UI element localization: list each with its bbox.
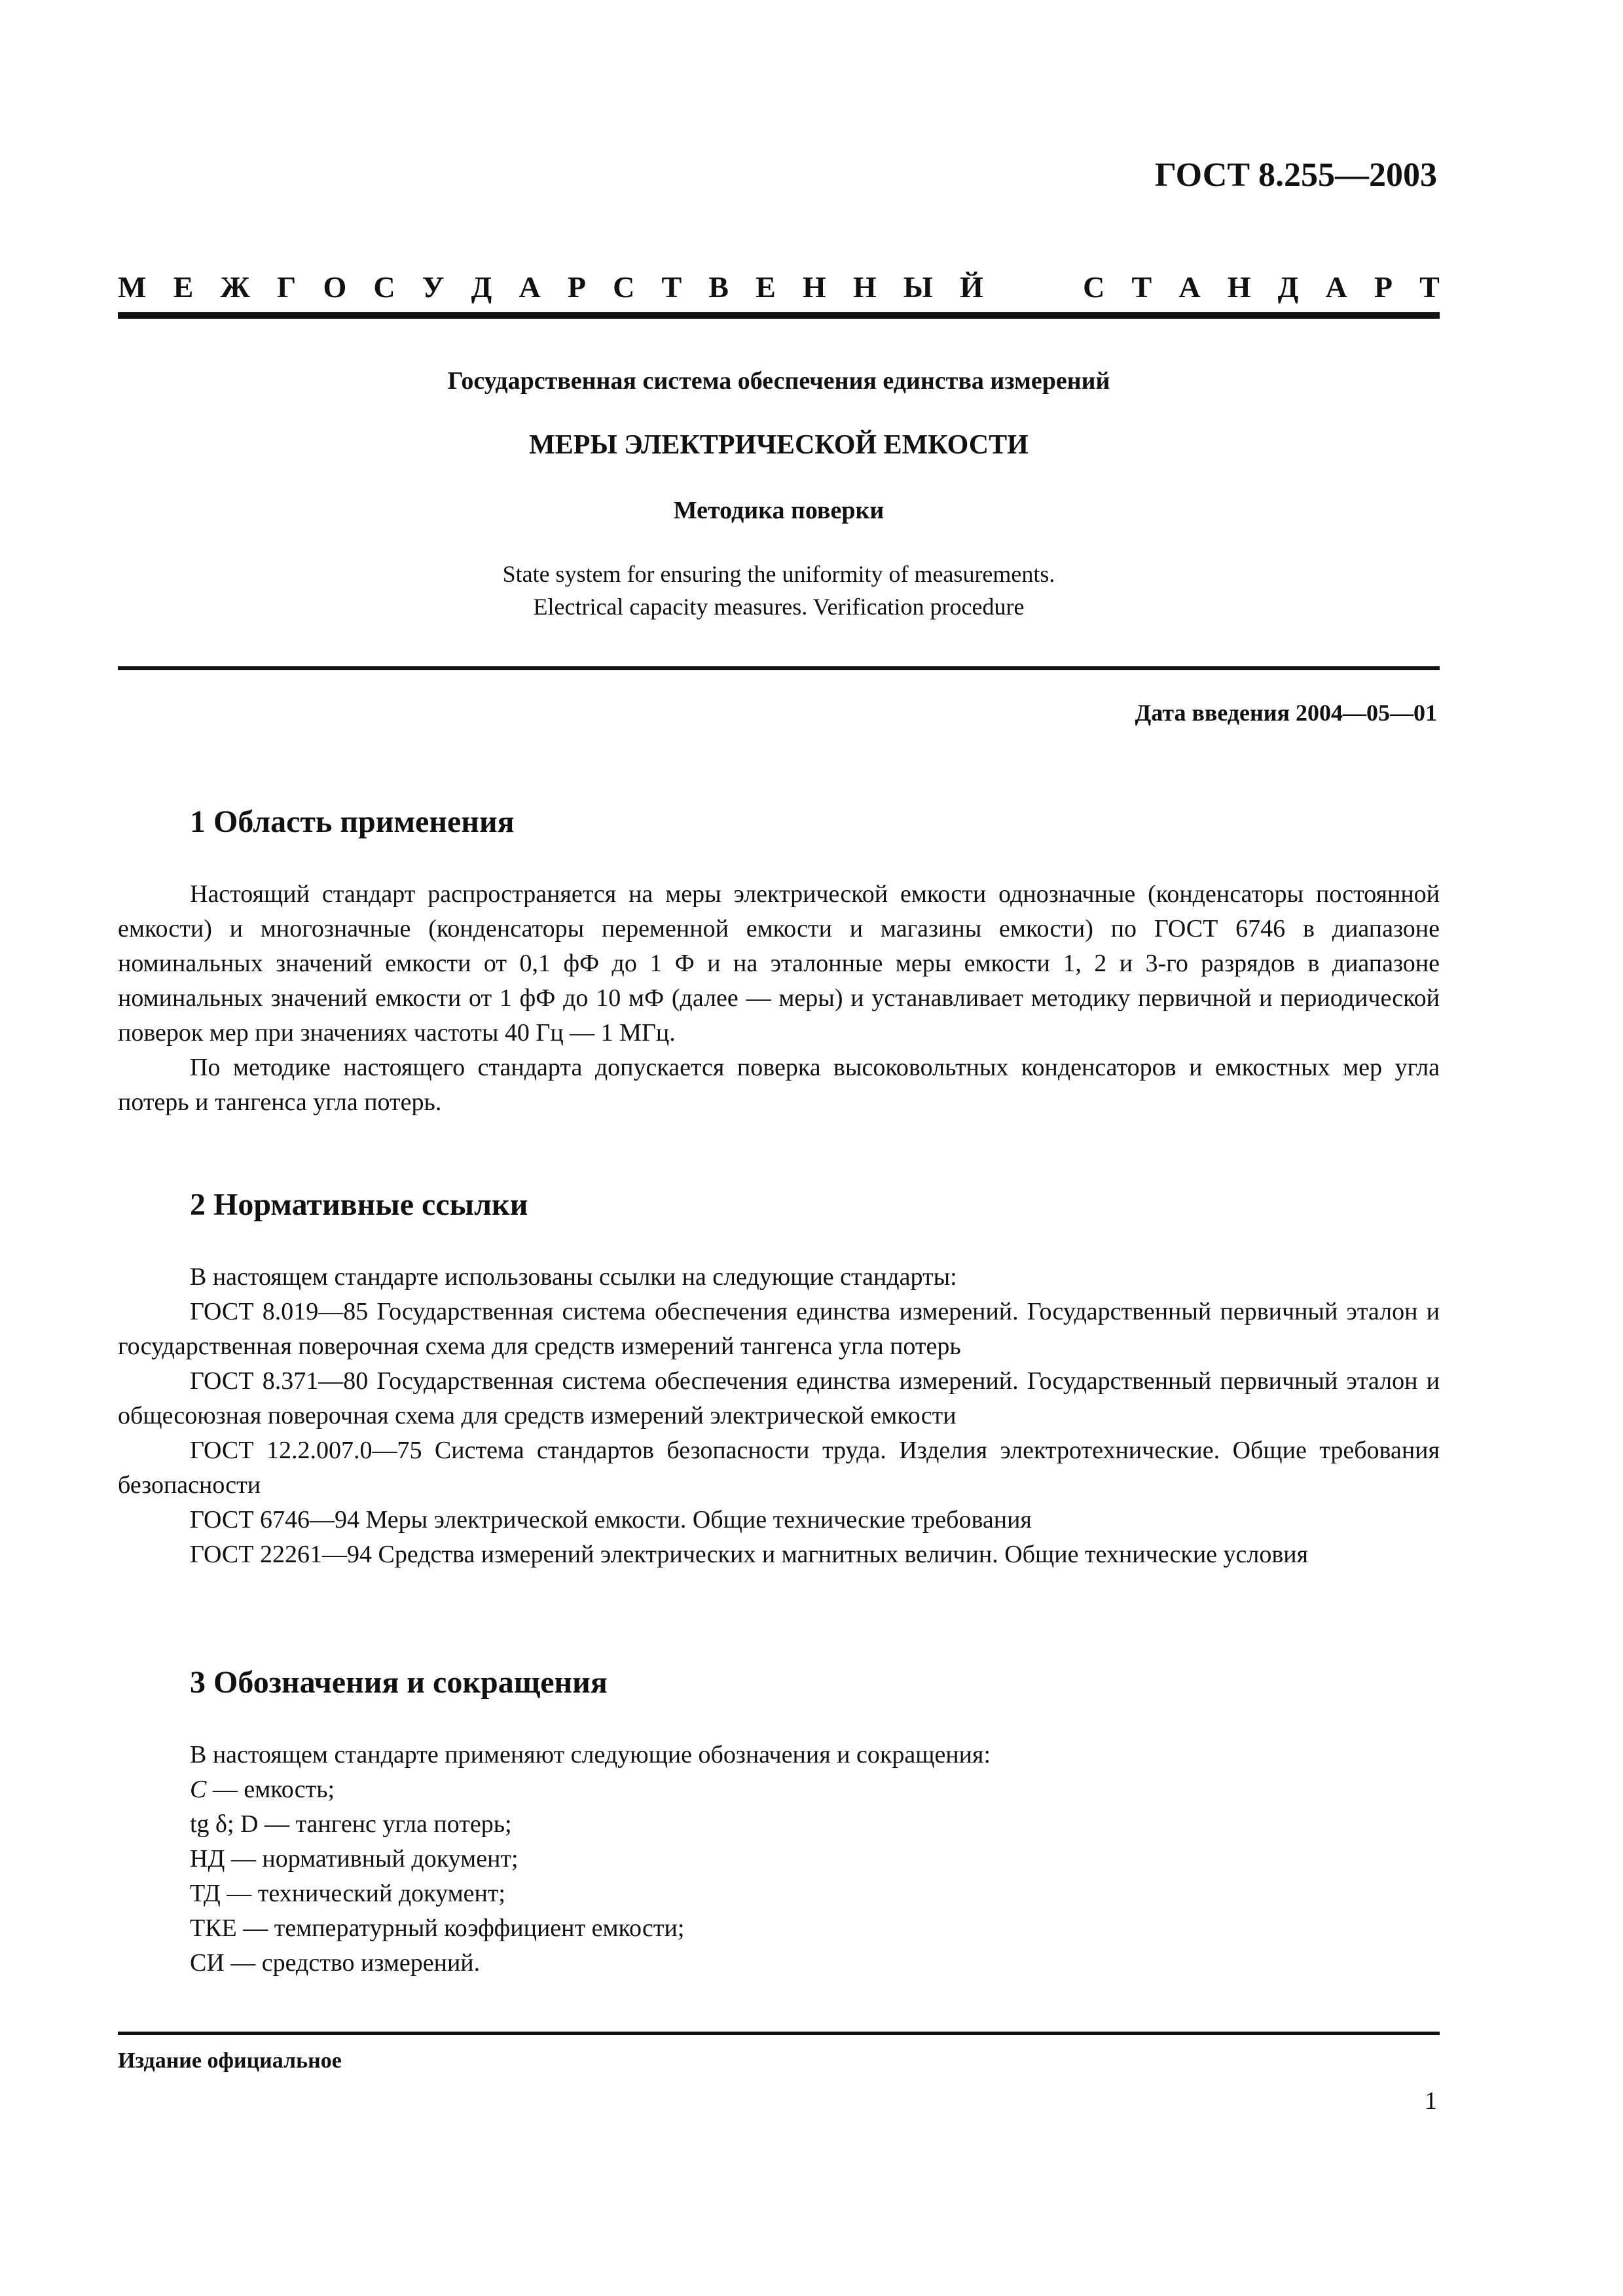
abbreviation-definition: — средство измерений. — [224, 1949, 481, 1977]
abbreviation-symbol: tg δ; D — [190, 1810, 259, 1838]
introduction-date: Дата введения 2004—05—01 — [1135, 700, 1437, 726]
banner-letter: Т — [661, 270, 682, 304]
paragraph: В настоящем стандарте применяют следующие обозначения и сокращения: — [190, 1741, 991, 1768]
banner-letter: Е — [756, 270, 776, 304]
banner-letter: Г — [277, 270, 297, 304]
header-rule — [118, 312, 1440, 319]
banner-letter: М — [118, 270, 147, 304]
banner-letter: А — [1178, 270, 1201, 304]
banner-letter: Р — [567, 270, 586, 304]
english-title — [118, 558, 1440, 623]
reference-item: ГОСТ 8.019—85 Государственная система обеспечения единства измерений. Государственный первичный эталон и государственная поверочная схема для средств измерений тангенса угла потерь — [118, 1298, 1440, 1360]
interstate-standard-banner — [118, 270, 1440, 304]
banner-letter: Н — [1227, 270, 1251, 304]
banner-letter: Н — [852, 270, 877, 304]
banner-letter: В — [708, 270, 729, 304]
banner-letter: Е — [173, 270, 194, 304]
banner-letter: Р — [1374, 270, 1393, 304]
banner-letter: У — [422, 270, 445, 304]
section-references-body — [118, 1260, 1440, 1572]
banner-letter: А — [1325, 270, 1347, 304]
document-subtitle: Методика поверки — [673, 497, 884, 524]
banner-letter: Т — [1131, 270, 1152, 304]
banner-letter: С — [373, 270, 395, 304]
banner-gap — [1010, 270, 1056, 304]
abbreviation-item — [118, 1946, 1440, 1981]
abbreviation-definition: — температурный коэффициент емкости; — [236, 1914, 685, 1942]
abbreviation-symbol: ТКЕ — [190, 1914, 237, 1942]
banner-letter: Й — [960, 270, 983, 304]
edition-label: Издание официальное — [118, 2049, 342, 2073]
abbreviation-definition: — тангенс угла потерь; — [258, 1810, 512, 1838]
abbreviation-definition: — технический документ; — [220, 1880, 505, 1907]
section-scope-body — [118, 877, 1440, 1120]
abbreviation-definition: — емкость; — [206, 1776, 335, 1803]
paragraph: Настоящий стандарт распространяется на меры электрической емкости однозначные (конденсаторы постоянной емкости) и многозначные (конденсаторы переменной емкости и магазины емкости) по ГОСТ 6746 в диапазоне номинальных значений емкости от 0,1 фФ до 1 Ф и на эталонные меры емкости 1, 2 и 3-го разрядов в диапазоне номинальных значений емкости от 1 фФ до 10 мФ (далее — меры) и устанавливает методику первичной и периодической поверок мер при значениях частоты 40 Гц — 1 МГц. — [118, 880, 1440, 1047]
english-title-line: Electrical capacity measures. Verification procedure — [533, 594, 1025, 620]
banner-letter: Ы — [903, 270, 933, 304]
abbreviation-item — [118, 1911, 1440, 1946]
series-title: Государственная система обеспечения единства измерений — [447, 367, 1110, 395]
section-heading-references: 2 Нормативные ссылки — [190, 1187, 528, 1222]
banner-letter: Д — [1277, 270, 1299, 304]
reference-item: ГОСТ 12.2.007.0—75 Система стандартов безопасности труда. Изделия электротехнические. Общие требования безопасности — [118, 1437, 1440, 1499]
reference-item: ГОСТ 22261—94 Средства измерений электрических и магнитных величин. Общие технические условия — [190, 1541, 1309, 1568]
english-title-line: State system for ensuring the uniformity of measurements. — [502, 561, 1055, 587]
section-abbreviations-body — [118, 1738, 1440, 1981]
banner-letter: С — [613, 270, 635, 304]
banner-letter: Д — [471, 270, 492, 304]
paragraph: В настоящем стандарте использованы ссылки на следующие стандарты: — [190, 1263, 957, 1291]
reference-item: ГОСТ 6746—94 Меры электрической емкости. Общие технические требования — [190, 1506, 1032, 1534]
banner-letter: А — [519, 270, 541, 304]
banner-letter: С — [1083, 270, 1105, 304]
document-number: ГОСТ 8.255—2003 — [1154, 156, 1437, 194]
reference-item: ГОСТ 8.371—80 Государственная система обеспечения единства измерений. Государственный первичный эталон и общесоюзная поверочная схема для средств измерений электрической емкости — [118, 1367, 1440, 1429]
abbreviation-definition: — нормативный документ; — [225, 1845, 519, 1873]
abbreviation-symbol: ТД — [190, 1880, 221, 1907]
section-heading-abbreviations: 3 Обозначения и сокращения — [190, 1665, 608, 1700]
page-number: 1 — [1425, 2087, 1437, 2115]
title-rule — [118, 666, 1440, 670]
abbreviation-item — [118, 1807, 1440, 1842]
abbreviation-symbol: НД — [190, 1845, 225, 1873]
banner-letter: О — [323, 270, 347, 304]
abbreviation-symbol: СИ — [190, 1949, 225, 1977]
section-heading-scope: 1 Область применения — [190, 804, 515, 839]
abbreviation-item — [118, 1842, 1440, 1876]
abbreviation-symbol: C — [190, 1776, 207, 1803]
banner-letter: Ж — [220, 270, 250, 304]
abbreviation-item — [118, 1772, 1440, 1807]
footer-rule — [118, 2032, 1440, 2035]
banner-letter: Н — [802, 270, 826, 304]
banner-letter: Т — [1419, 270, 1440, 304]
paragraph: По методике настоящего стандарта допускается поверка высоковольтных конденсаторов и емкостных мер угла потерь и тангенса угла потерь. — [118, 1054, 1440, 1116]
document-title: МЕРЫ ЭЛЕКТРИЧЕСКОЙ ЕМКОСТИ — [529, 430, 1029, 460]
abbreviation-item — [118, 1876, 1440, 1911]
